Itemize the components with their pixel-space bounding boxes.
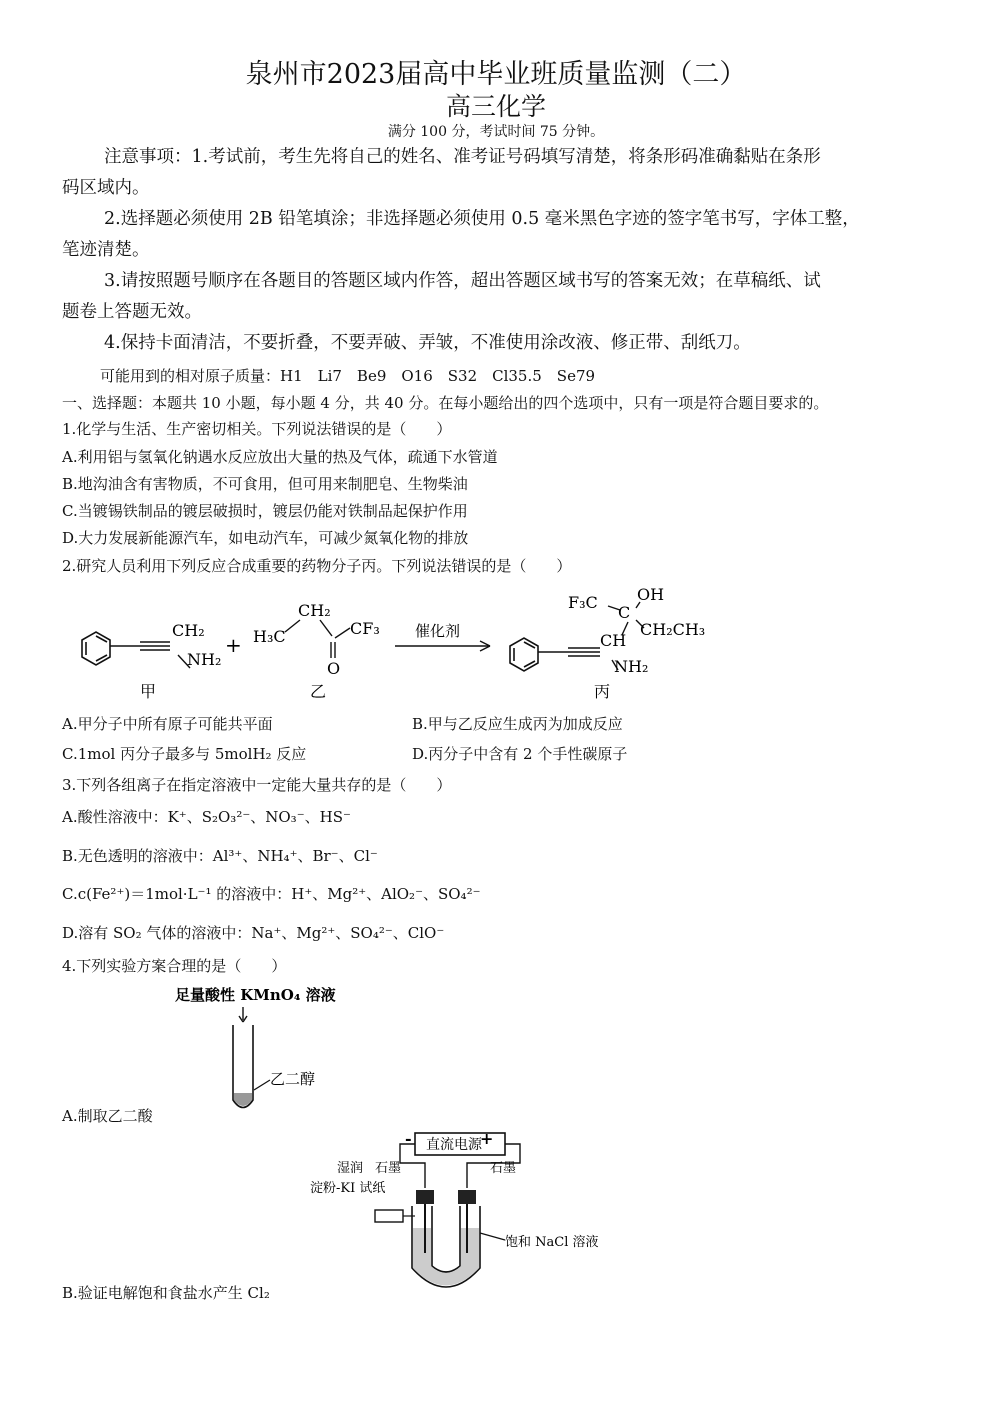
fig-b-paper-label-2: 淀粉-KI 试纸 xyxy=(310,1181,386,1196)
yi-o: O xyxy=(327,659,341,678)
bing-nh2: NH₂ xyxy=(614,657,649,676)
page-title: 泉州市2023届高中毕业班质量监测（二） xyxy=(245,59,747,90)
bing-ch2ch3: CH₂CH₃ xyxy=(640,620,706,639)
q1-option-a: A.利用铝与氢氧化钠遇水反应放出大量的热及气体，疏通下水管道 xyxy=(62,448,498,466)
label-yi: 乙 xyxy=(310,682,327,701)
note-3-line-1: 3.请按照题号顺序在各题目的答题区域内作答，超出答题区域书写的答案无效；在草稿纸、试 xyxy=(104,271,821,291)
fig-b-graphite-right: 石墨 xyxy=(490,1161,517,1176)
score-info: 满分 100 分，考试时间 75 分钟。 xyxy=(387,124,605,140)
note-2-line-2: 笔迹清楚。 xyxy=(62,240,150,260)
fig-b-power-label: 直流电源 xyxy=(426,1137,482,1153)
fig-b-plus: + xyxy=(480,1129,494,1148)
fig-a-reagent-label: 足量酸性 KMnO₄ 溶液 xyxy=(175,986,336,1004)
q2-option-d: D.丙分子中含有 2 个手性碳原子 xyxy=(412,745,628,763)
q2-option-b: B.甲与乙反应生成丙为加成反应 xyxy=(412,715,623,733)
note-1-line-1: 注意事项：1.考试前，考生先将自己的姓名、准考证号码填写清楚，将条形码准确黏贴在条形 xyxy=(104,147,821,167)
q1-option-b: B.地沟油含有害物质，不可食用，但可用来制肥皂、生物柴油 xyxy=(62,475,468,493)
section-1-heading: 一、选择题：本题共 10 小题，每小题 4 分，共 40 分。在每小题给出的四个选项中，只有一项是符合题目要求的。 xyxy=(62,394,829,412)
bing-f3c: F₃C xyxy=(568,593,598,612)
q1-stem: 1.化学与生活、生产密切相关。下列说法错误的是（ ） xyxy=(62,420,452,438)
note-1-line-2: 码区域内。 xyxy=(62,178,150,198)
q4-figure-a xyxy=(170,980,370,1120)
starch-ki-paper xyxy=(375,1210,403,1222)
bing-oh: OH xyxy=(637,585,665,604)
fig-b-graphite-left: 石墨 xyxy=(375,1161,402,1176)
q3-stem: 3.下列各组离子在指定溶液中一定能大量共存的是（ ） xyxy=(62,776,452,794)
note-2-line-1: 2.选择题必须使用 2B 铅笔填涂；非选择题必须使用 0.5 毫米黑色字迹的签字笔书写，字体工整， xyxy=(104,209,860,229)
fig-b-paper-label-1: 湿润 xyxy=(337,1161,364,1176)
q3-option-a: A.酸性溶液中：K⁺、S₂O₃²⁻、NO₃⁻、HS⁻ xyxy=(62,808,351,826)
benzene-ring-jia xyxy=(82,632,110,665)
yi-h3c: H₃C xyxy=(253,627,286,646)
page-subtitle: 高三化学 xyxy=(445,92,546,121)
bing-ch: CH xyxy=(600,631,627,650)
bing-c: C xyxy=(618,603,631,622)
q4-option-b: B.验证电解饱和食盐水产生 Cl₂ xyxy=(62,1284,270,1302)
q4-figure-b xyxy=(300,1128,630,1303)
q2-reaction-scheme xyxy=(0,580,992,705)
jia-nh2: NH₂ xyxy=(187,650,222,669)
stopper-left xyxy=(416,1190,434,1204)
note-4: 4.保持卡面清洁，不要折叠，不要弄破、弄皱，不准使用涂改液、修正带、刮纸刀。 xyxy=(104,333,751,353)
q4-stem: 4.下列实验方案合理的是（ ） xyxy=(62,957,287,975)
q1-option-c: C.当镀锡铁制品的镀层破损时，镀层仍能对铁制品起保护作用 xyxy=(62,502,468,520)
note-3-line-2: 题卷上答题无效。 xyxy=(62,302,202,322)
q3-option-d: D.溶有 SO₂ 气体的溶液中：Na⁺、Mg²⁺、SO₄²⁻、ClO⁻ xyxy=(62,924,445,942)
label-jia: 甲 xyxy=(140,682,157,701)
q3-option-c: C.c(Fe²⁺)＝1mol·L⁻¹ 的溶液中：H⁺、Mg²⁺、AlO₂⁻、SO₄²⁻ xyxy=(62,885,481,903)
plus-sign: + xyxy=(225,633,242,657)
reaction-arrow xyxy=(395,641,490,651)
stopper-right xyxy=(458,1190,476,1204)
nacl-solution xyxy=(413,1228,479,1286)
benzene-ring-bing xyxy=(510,638,538,671)
label-bing: 丙 xyxy=(594,682,611,701)
atomic-masses: 可能用到的相对原子质量：H1 Li7 Be9 O16 S32 Cl35.5 Se79 xyxy=(100,367,596,385)
fig-b-minus: - xyxy=(405,1129,412,1148)
q2-option-a: A.甲分子中所有原子可能共平面 xyxy=(62,715,273,733)
q2-option-c: C.1mol 丙分子最多与 5molH₂ 反应 xyxy=(62,745,307,763)
catalyst-label: 催化剂 xyxy=(415,622,461,640)
jia-ch2: CH₂ xyxy=(172,621,205,640)
q1-option-d: D.大力发展新能源汽车，如电动汽车，可减少氮氧化物的排放 xyxy=(62,529,469,547)
q2-stem: 2.研究人员利用下列反应合成重要的药物分子丙。下列说法错误的是（ ） xyxy=(62,557,572,575)
yi-ch2: CH₂ xyxy=(298,601,331,620)
yi-cf3: CF₃ xyxy=(350,619,380,638)
fig-a-liquid-label: 乙二醇 xyxy=(270,1070,316,1088)
q3-option-b: B.无色透明的溶液中：Al³⁺、NH₄⁺、Br⁻、Cl⁻ xyxy=(62,847,378,865)
q4-option-a: A.制取乙二酸 xyxy=(62,1107,153,1125)
fig-b-solution-label: 饱和 NaCl 溶液 xyxy=(505,1235,599,1250)
